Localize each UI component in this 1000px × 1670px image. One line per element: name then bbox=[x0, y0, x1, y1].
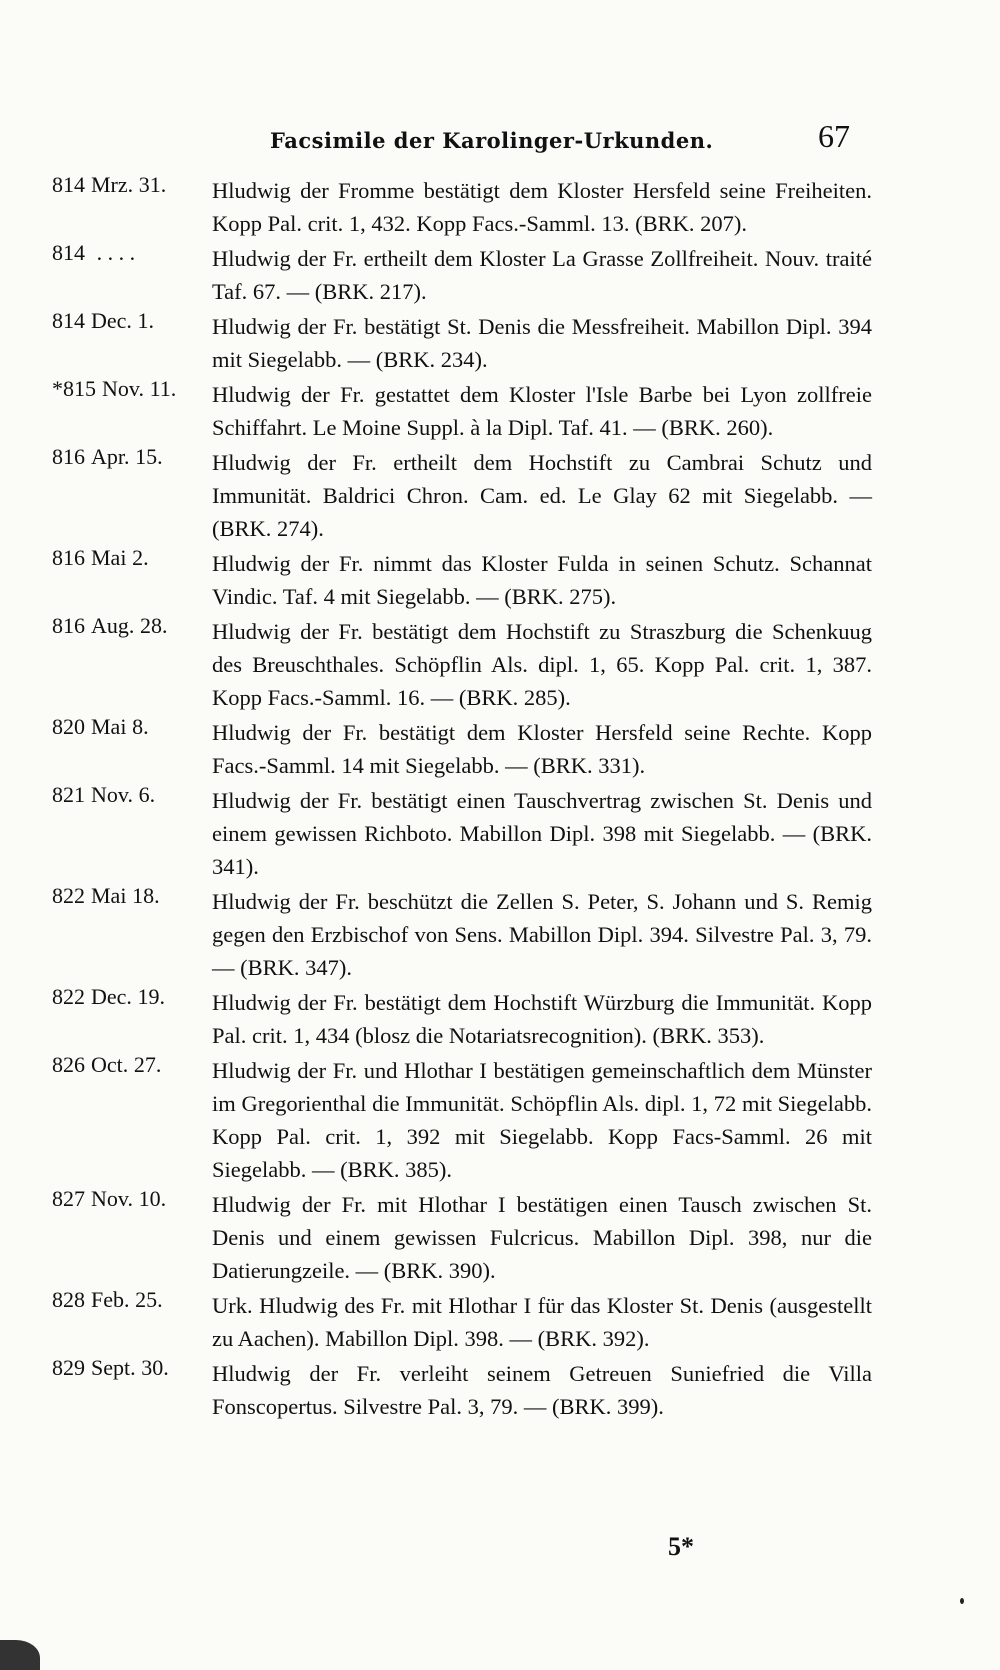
entry-day: 30. bbox=[141, 1355, 169, 1380]
entry-day: 27. bbox=[133, 1052, 162, 1077]
entry-text: Hludwig der Fr. ertheilt dem Kloster La Grasse Zollfreiheit. Nouv. traité Taf. 67. — (BRK. 217). bbox=[212, 246, 872, 304]
entry-day: 25. bbox=[135, 1287, 163, 1312]
scan-corner-shadow bbox=[0, 1640, 40, 1670]
entry-date bbox=[52, 168, 202, 201]
entry-text: Hludwig der Fr. und Hlothar I bestätigen gemeinschaftlich dem Münster im Gregorienthal die Immunität. Schöpflin Als. dipl. 1, 72 mit Siegelabb. Kopp Pal. crit. 1, 392 mit Siegelabb. Kopp Facs-Samml. 26 mit Siegelabb. — (BRK. 385). bbox=[212, 1058, 872, 1182]
entry-text: Hludwig der Fr. gestattet dem Kloster l'Isle Barbe bei Lyon zollfreie Schiffahrt. Le Moine Suppl. à la Dipl. Taf. 41. — (BRK. 260). bbox=[212, 382, 872, 440]
entry-day: 18. bbox=[132, 883, 160, 908]
entry-month: Nov. bbox=[91, 782, 133, 807]
entry bbox=[52, 446, 872, 545]
entry bbox=[52, 784, 872, 883]
entry-year: 816 bbox=[52, 444, 85, 469]
entry-date bbox=[52, 710, 202, 743]
entry-year: 816 bbox=[52, 613, 85, 638]
entry-day: 6. bbox=[138, 782, 156, 807]
entry-month: Apr. bbox=[91, 444, 130, 469]
entry-date bbox=[52, 1048, 202, 1081]
entry-month: Dec. bbox=[91, 308, 132, 333]
entry-year: 814 bbox=[52, 172, 85, 197]
entry-text: Hludwig der Fr. nimmt das Kloster Fulda in seinen Schutz. Schannat Vindic. Taf. 4 mit Siegelabb. — (BRK. 275). bbox=[212, 551, 872, 609]
entry-year: 822 bbox=[52, 883, 85, 908]
entry-year: 820 bbox=[52, 714, 85, 739]
entry-date bbox=[52, 541, 202, 574]
entry-day: 15. bbox=[135, 444, 163, 469]
entry-date bbox=[52, 304, 202, 337]
entry-text: Hludwig der Fr. mit Hlothar I bestätigen einen Tausch zwischen St. Denis und einem gewissen Fulcricus. Mabillon Dipl. 398, nur die Datierungzeile. — (BRK. 390). bbox=[212, 1192, 872, 1283]
entry-month: Sept. bbox=[91, 1355, 136, 1380]
entry-year: 828 bbox=[52, 1287, 85, 1312]
entry-day: 2. bbox=[132, 545, 149, 570]
entry-date bbox=[52, 236, 202, 269]
entry-day: 11. bbox=[149, 376, 177, 401]
entry-date bbox=[52, 1283, 202, 1316]
entry-year: 814 bbox=[52, 240, 85, 265]
page-number: 67 bbox=[818, 118, 850, 154]
entry-date bbox=[52, 440, 202, 473]
entry bbox=[52, 1289, 872, 1355]
entry-date bbox=[52, 879, 202, 912]
entry bbox=[52, 174, 872, 240]
entry-year: 821 bbox=[52, 782, 85, 807]
entry-date bbox=[52, 1351, 202, 1384]
entry-text: Hludwig der Fr. bestätigt dem Hochstift zu Straszburg die Schenkuug des Breuschthales. Schöpflin Als. dipl. 1, 65. Kopp Pal. crit. 1, 387. Kopp Facs.-Samml. 16. — (BRK. 285). bbox=[212, 619, 872, 710]
entry-day: 1. bbox=[137, 308, 155, 333]
entry-month: Feb. bbox=[91, 1287, 130, 1312]
entry-day: 28. bbox=[140, 613, 168, 638]
entry-date bbox=[52, 778, 202, 811]
entry bbox=[52, 1357, 872, 1423]
entry-day: 19. bbox=[137, 984, 166, 1009]
entry bbox=[52, 716, 872, 782]
entry-day: 10. bbox=[138, 1186, 167, 1211]
entry-date bbox=[52, 980, 202, 1013]
entry bbox=[52, 242, 872, 308]
entry-text: Hludwig der Fr. bestätigt dem Hochstift Würzburg die Immunität. Kopp Pal. crit. 1, 434 (blosz die Notariatsrecognition). (BRK. 353). bbox=[212, 990, 872, 1048]
entry-month: Mrz. bbox=[91, 172, 134, 197]
scan-speck bbox=[960, 1598, 964, 1604]
entry bbox=[52, 378, 872, 444]
entry-date bbox=[52, 1182, 202, 1215]
entry-text: Hludwig der Fromme bestätigt dem Kloster Hersfeld seine Freiheiten. Kopp Pal. crit. 1, 432. Kopp Facs.-Samml. 13. (BRK. 207). bbox=[212, 178, 872, 236]
entry-text: Hludwig der Fr. bestätigt einen Tauschvertrag zwischen St. Denis und einem gewissen Richboto. Mabillon Dipl. 398 mit Siegelabb. — (BRK. 341). bbox=[212, 788, 872, 879]
entry bbox=[52, 885, 872, 984]
entry-text: Hludwig der Fr. ertheilt dem Hochstift zu Cambrai Schutz und Immunität. Baldrici Chron. Cam. ed. Le Glay 62 mit Siegelabb. — (BRK. 274). bbox=[212, 450, 872, 541]
entry-month: Nov. bbox=[91, 1186, 133, 1211]
entry-year: 826 bbox=[52, 1052, 85, 1077]
entry-month: Aug. bbox=[91, 613, 135, 638]
entry-date bbox=[52, 609, 202, 642]
entry bbox=[52, 1188, 872, 1287]
entry-text: Urk. Hludwig des Fr. mit Hlothar I für das Kloster St. Denis (ausgestellt zu Aachen). Mabillon Dipl. 398. — (BRK. 392). bbox=[212, 1293, 872, 1351]
entry-date bbox=[52, 372, 202, 405]
entry-day: 31. bbox=[138, 172, 167, 197]
entry-day: 8. bbox=[132, 714, 149, 739]
entry-text: Hludwig der Fr. bestätigt St. Denis die Messfreiheit. Mabillon Dipl. 394 mit Siegelabb. — (BRK. 234). bbox=[212, 314, 872, 372]
entry bbox=[52, 310, 872, 376]
signature-mark: 5* bbox=[668, 1532, 694, 1561]
entry-list bbox=[52, 174, 872, 1425]
entry-month: Mai bbox=[91, 714, 127, 739]
entry-month: Oct. bbox=[91, 1052, 129, 1077]
entry-text: Hludwig der Fr. verleiht seinem Getreuen Suniefried die Villa Fonscopertus. Silvestre Pal. 3, 79. — (BRK. 399). bbox=[212, 1361, 872, 1419]
entry-day: . . . . bbox=[96, 240, 136, 265]
entry-month: Nov. bbox=[102, 376, 144, 401]
entry-year: 829 bbox=[52, 1355, 85, 1380]
entry-year: 822 bbox=[52, 984, 85, 1009]
entry-year: *815 bbox=[52, 376, 96, 401]
entry-month: Dec. bbox=[91, 984, 132, 1009]
entry bbox=[52, 547, 872, 613]
entry-text: Hludwig der Fr. beschützt die Zellen S. Peter, S. Johann und S. Remig gegen den Erzbischof von Sens. Mabillon Dipl. 394. Silvestre Pal. 3, 79. — (BRK. 347). bbox=[212, 889, 872, 980]
entry-month: Mai bbox=[91, 883, 127, 908]
running-title: Facsimile der Karolinger-Urkunden. bbox=[270, 128, 714, 153]
entry bbox=[52, 986, 872, 1052]
entry-year: 827 bbox=[52, 1186, 85, 1211]
entry bbox=[52, 1054, 872, 1186]
entry bbox=[52, 615, 872, 714]
entry-month: Mai bbox=[91, 545, 127, 570]
entry-text: Hludwig der Fr. bestätigt dem Kloster Hersfeld seine Rechte. Kopp Facs.-Samml. 14 mit Siegelabb. — (BRK. 331). bbox=[212, 720, 872, 778]
entry-year: 816 bbox=[52, 545, 85, 570]
page-header bbox=[270, 118, 850, 158]
entry-year: 814 bbox=[52, 308, 85, 333]
